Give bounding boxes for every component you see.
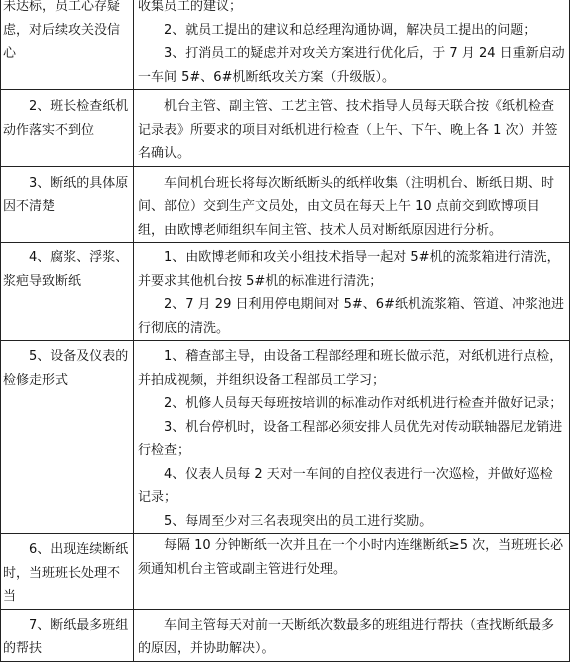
measure-text: 车间主管每天对前一天断纸次数最多的班组进行帮扶（查找断纸最多的原因，并协助解决）。	[138, 617, 555, 656]
measure-text: 2、机修人员每天每班按培训的标准动作对纸机进行检查并做好记录；	[164, 396, 563, 411]
issue-cell	[1, 534, 134, 610]
issue-cell	[1, 609, 134, 661]
measure-cell	[134, 243, 570, 341]
measure-text: 车间机台班长将每次断纸断头的纸样收集（注明机台、断纸日期、时间、部位）交到生产文员处，由文员在每天上午 10 点前交到欧博项目组，由欧博老师组织车间主管、技术人员对断纸原因进行分析。	[138, 175, 555, 238]
measure-text: 2、就员工提出的建议和总经理沟通协调，解决员工提出的问题；	[164, 22, 537, 38]
issue-text: 4、腐浆、浮浆、浆疤导致断纸	[3, 250, 129, 289]
measure-cell	[134, 534, 570, 610]
issue-cell	[1, 0, 134, 90]
measure-text: 3、打消员工的疑虑并对攻关方案进行优化后，于 7 月 24 日重新启动一车间 5#、6#机断纸攻关方案（升级版）。	[138, 46, 565, 85]
measure-cell	[134, 609, 570, 661]
measure-text: 每隔 10 分钟断纸一次并且在一个小时内连继断纸≥5 次，当班班长必须通知机台主管或副主管进行处理。	[138, 538, 564, 577]
table-row	[1, 90, 570, 167]
measure-cell	[134, 166, 570, 243]
measure-text: 机台主管、副主管、工艺主管、技术指导人员每天联合按《纸机检查记录表》所要求的项目对纸机进行检查（上午、下午、晚上各 1 次）并签名确认。	[138, 99, 558, 161]
measure-text: 5、每周至少对三名表现突出的员工进行奖励。	[164, 513, 433, 529]
issue-text: 5、设备及仪表的检修走形式	[3, 349, 129, 388]
measure-text: 1、由欧博老师和攻关小组技术指导一起对 5#机的流浆箱进行清洗，并要求其他机台按 5#机的标准进行清洗；	[138, 250, 560, 289]
issue-text: 未达标，员工心存疑虑，对后续攻关没信心	[3, 0, 121, 61]
table-row	[1, 341, 570, 534]
measure-text: 2、7 月 29 日利用停电期间对 5#、6#纸机流浆箱、管道、冲浆池进行彻底的清洗。	[138, 297, 564, 336]
table-row	[1, 534, 570, 610]
issue-text: 3、断纸的具体原因不清楚	[3, 175, 129, 214]
issue-cell	[1, 243, 134, 341]
issue-text: 6、出现连续断纸时，当班班长处理不当	[3, 542, 129, 604]
measure-text: 收集员工的建议；	[138, 0, 243, 14]
table-row	[1, 0, 570, 90]
issue-text: 2、班长检查纸机动作落实不到位	[3, 99, 129, 138]
table-row	[1, 243, 570, 341]
issue-cell	[1, 341, 134, 534]
table-row	[1, 609, 570, 661]
table-row	[1, 166, 570, 243]
issue-cell	[1, 166, 134, 243]
measure-text: 4、仪表人员每 2 天对一车间的自控仪表进行一次巡检，并做好巡检记录；	[138, 466, 553, 505]
measure-cell	[134, 90, 570, 167]
measure-cell	[134, 341, 570, 534]
measure-text: 3、机台停机时，设备工程部必须安排人员优先对传动联轴器尼龙销进行检查；	[138, 419, 563, 458]
issue-cell	[1, 90, 134, 167]
measure-cell	[134, 0, 570, 90]
measure-text: 1、稽查部主导，由设备工程部经理和班长做示范，对纸机进行点检，并拍成视频，并组织设备工程部员工学习；	[138, 349, 563, 388]
issue-text: 7、断纸最多班组的帮扶	[3, 617, 129, 656]
